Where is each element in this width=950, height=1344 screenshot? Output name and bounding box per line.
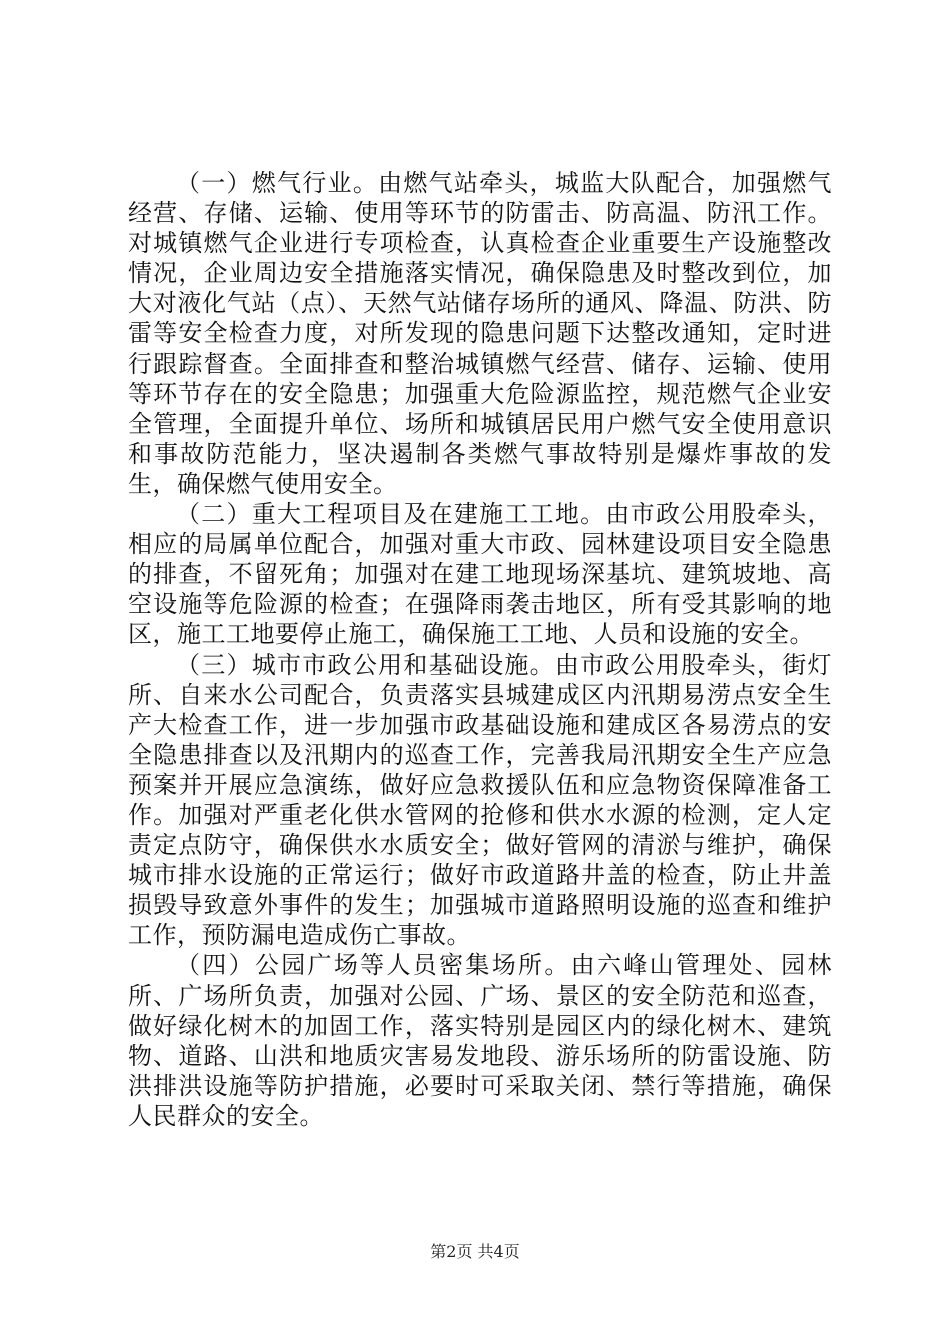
paragraph-gas-industry: （一）燃气行业。由燃气站牵头，城监大队配合，加强燃气经营、存储、运输、使用等环节的防雷击、防高温、防汛工作。对城镇燃气企业进行专项检查，认真检查企业重要生产设施整改情况，企业周边安全措施落实情况，确保隐患及时整改到位，加大对液化气站（点）、天然气站储存场所的通风、降温、防洪、防雷等安全检查力度，对所发现的隐患问题下达整改通知，定时进行跟踪督查。全面排查和整治城镇燃气经营、储存、运输、使用等环节存在的安全隐患；加强重大危险源监控，规范燃气企业安全管理，全面提升单位、场所和城镇居民用户燃气安全使用意识和事故防范能力，坚决遏制各类燃气事故特别是爆炸事故的发生，确保燃气使用安全。 <box>128 169 832 498</box>
page-number-footer: 第2页 共4页 <box>430 1242 520 1261</box>
document-body <box>128 168 832 1131</box>
paragraph-municipal-facilities: （三）城市市政公用和基础设施。由市政公用股牵头，街灯所、自来水公司配合，负责落实县城建成区内汛期易涝点安全生产大检查工作，进一步加强市政基础设施和建成区各易涝点的安全隐患排查以及汛期内的巡查工作，完善我局汛期安全生产应急预案并开展应急演练，做好应急救援队伍和应急物资保障准备工作。加强对严重老化供水管网的抢修和供水水源的检测，定人定责定点防守，确保供水水质安全；做好管网的清淤与维护，确保城市排水设施的正常运行；做好市政道路井盖的检查，防止井盖损毁导致意外事件的发生；加强城市道路照明设施的巡查和维护工作，预防漏电造成伤亡事故。 <box>128 650 832 950</box>
paragraph-major-projects: （二）重大工程项目及在建施工工地。由市政公用股牵头，相应的局属单位配合，加强对重大市政、园林建设项目安全隐患的排查，不留死角；加强对在建工地现场深基坑、建筑坡地、高空设施等危险源的检查；在强降雨袭击地区，所有受其影响的地区，施工工地要停止施工，确保施工工地、人员和设施的安全。 <box>128 500 832 649</box>
paragraph-crowded-places: （四）公园广场等人员密集场所。由六峰山管理处、园林所、广场所负责，加强对公园、广场、景区的安全防范和巡查，做好绿化树木的加固工作，落实特别是园区内的绿化树木、建筑物、道路、山洪和地质灾害易发地段、游乐场所的防雷设施、防洪排洪设施等防护措施，必要时可采取关闭、禁行等措施，确保人民群众的安全。 <box>128 951 832 1130</box>
